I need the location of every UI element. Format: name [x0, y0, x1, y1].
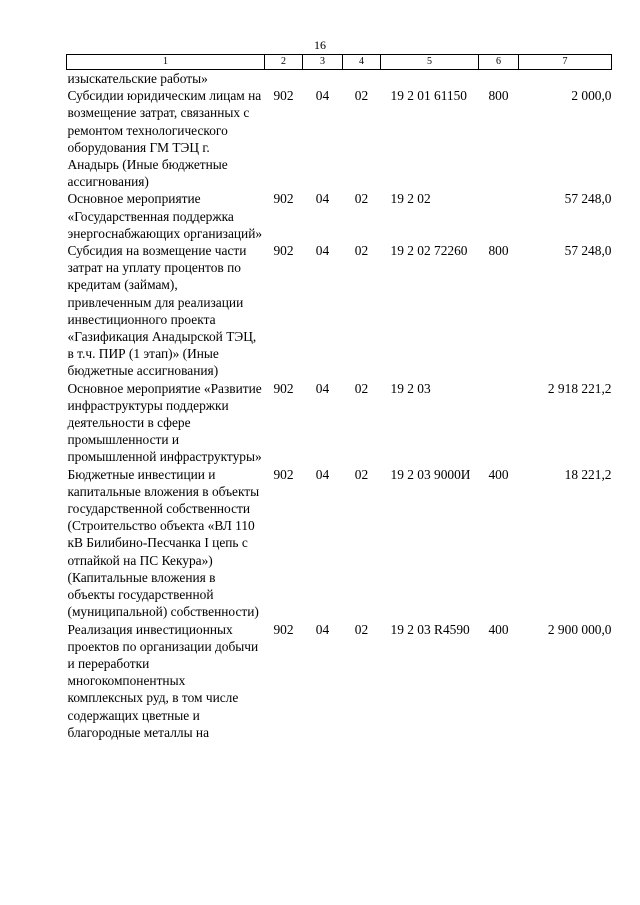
row-amount	[519, 70, 612, 88]
row-col3	[303, 70, 343, 88]
row-col4: 02	[354, 380, 369, 396]
row-name: изыскательские работы»	[67, 71, 208, 86]
row-col4: 02	[354, 243, 369, 259]
row-name: Основное мероприятие «Развитие инфраструктуры поддержки деятельности в сфере промышленности и промышленной инфраструктуры»	[67, 380, 262, 465]
table-row	[67, 70, 612, 88]
table-body	[67, 70, 612, 741]
row-name: Бюджетные инвестиции и капитальные вложения в объекты государственной собственности (Строительство объекта «ВЛ 110 кВ Билибино-Песчанка I цепь с отпайкой на ПС Кекура») (Капитальные вложения в объекты государственной (муниципальной) собственности)	[67, 466, 260, 620]
row-amount: 18 221,2	[564, 466, 612, 482]
row-col3: 04	[315, 466, 330, 482]
row-amount: 2 918 221,2	[547, 380, 612, 396]
row-code: 19 2 02 72260	[390, 243, 468, 259]
row-col2: 902	[273, 466, 294, 482]
row-amount: 2 900 000,0	[547, 621, 612, 637]
row-vr	[479, 190, 519, 242]
row-col2: 902	[273, 88, 294, 104]
row-code: 19 2 02	[390, 191, 431, 207]
row-code	[381, 70, 479, 88]
row-vr: 800	[488, 88, 509, 104]
row-col2: 902	[273, 243, 294, 259]
header-col-4: 4	[343, 55, 381, 70]
row-col3: 04	[315, 621, 330, 637]
row-col2: 902	[273, 380, 294, 396]
page-number: 16	[314, 38, 326, 52]
table-header	[67, 55, 612, 70]
row-col4: 02	[354, 466, 369, 482]
table-row	[67, 242, 612, 380]
row-name: Субсидия на возмещение части затрат на уплату процентов по кредитам (займам), привлеченным для реализации инвестиционного проекта «Газификация Анадырской ТЭЦ, в т.ч. ПИР (1 этап)» (Иные бюджетные ассигнования)	[67, 243, 257, 379]
table-row	[67, 466, 612, 621]
row-code: 19 2 03 9000И	[390, 466, 471, 482]
row-amount: 2 000,0	[571, 88, 612, 104]
row-vr	[479, 70, 519, 88]
row-col4: 02	[354, 88, 369, 104]
row-code: 19 2 03	[390, 380, 431, 396]
row-col4: 02	[354, 621, 369, 637]
row-col3: 04	[315, 88, 330, 104]
row-vr: 400	[488, 621, 509, 637]
header-col-3: 3	[303, 55, 343, 70]
table-row	[67, 87, 612, 190]
budget-table	[66, 54, 612, 741]
row-name: Реализация инвестиционных проектов по организации добычи и переработки многокомпонентных комплексных руд, в том числе содержащих цветные и благородные металлы на	[67, 621, 259, 740]
row-col4: 02	[354, 191, 369, 207]
row-col2: 902	[273, 191, 294, 207]
row-col4	[343, 70, 381, 88]
table-row	[67, 380, 612, 466]
header-col-2: 2	[265, 55, 303, 70]
header-col-5: 5	[381, 55, 479, 70]
row-col3: 04	[315, 380, 330, 396]
row-code: 19 2 01 61150	[390, 88, 467, 104]
row-vr: 400	[488, 466, 509, 482]
header-row	[67, 55, 612, 70]
row-name: Субсидии юридическим лицам на возмещение затрат, связанных с ремонтом технологического оборудования ГМ ТЭЦ г. Анадырь (Иные бюджетные ассигнования)	[67, 88, 262, 190]
row-col3: 04	[315, 191, 330, 207]
row-col2: 902	[273, 621, 294, 637]
row-code: 19 2 03 R4590	[390, 621, 470, 637]
table-row	[67, 190, 612, 242]
row-vr: 800	[488, 243, 509, 259]
header-col-1: 1	[67, 55, 265, 70]
row-amount: 57 248,0	[564, 243, 612, 259]
row-col3: 04	[315, 243, 330, 259]
row-name: Основное мероприятие «Государственная поддержка энергоснабжающих организаций»	[67, 191, 263, 241]
row-vr	[479, 380, 519, 466]
table-row	[67, 621, 612, 741]
header-col-6: 6	[479, 55, 519, 70]
row-col2	[265, 70, 303, 88]
header-col-7: 7	[519, 55, 612, 70]
row-amount: 57 248,0	[564, 191, 612, 207]
